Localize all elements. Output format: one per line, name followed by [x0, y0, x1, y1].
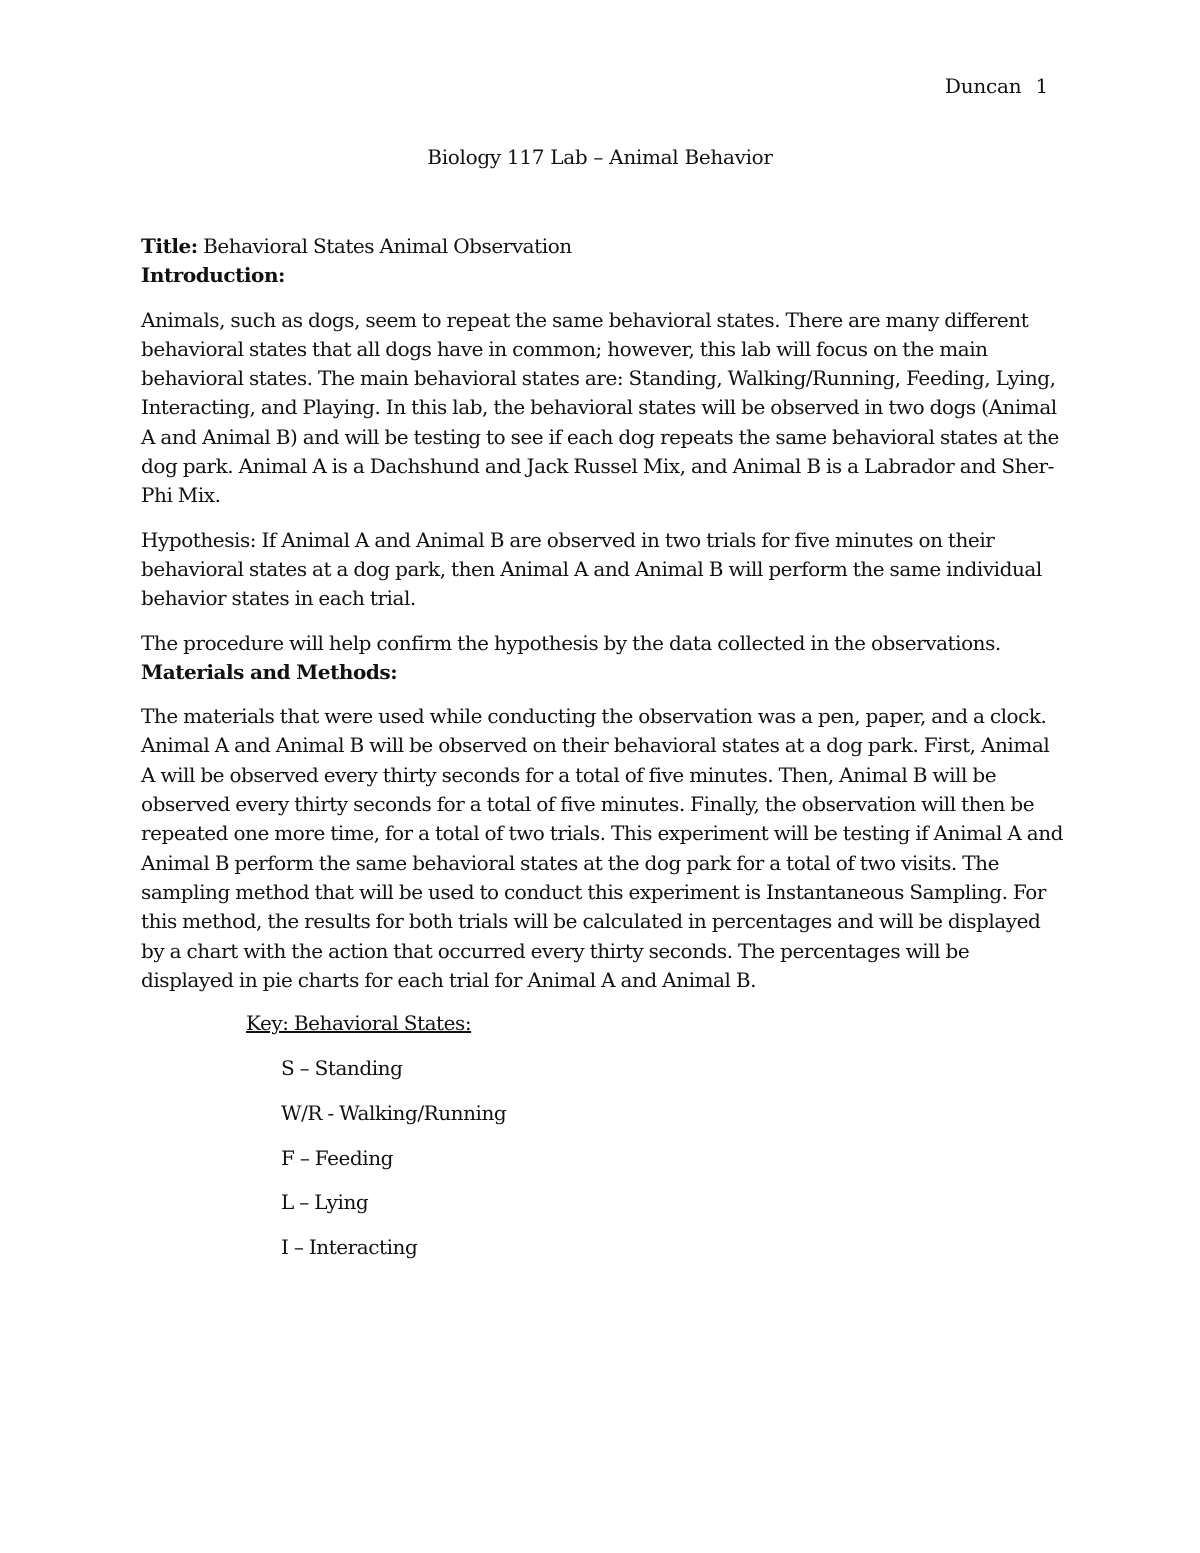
page-header — [945, 74, 1048, 98]
materials-methods-paragraph: The materials that were used while conducting the observation was a pen, paper, and a clock. Animal A and Animal B will be observed on their behavioral states at a dog park. First, Animal A will be observed every thirty seconds for a total of five minutes. Then, Animal B will be observed every thirty seconds for a total of five minutes. Finally, the observation will then be repeated one more time, for a total of two trials. This experiment will be testing if Animal A and Animal B perform the same behavioral states at the dog park for a total of two visits. The sampling method that will be used to conduct this experiment is Instantaneous Sampling. For this method, the results for both trials will be calculated in percentages and will be displayed by a chart with the action that occurred every thirty seconds. The percentages will be displayed in pie charts for each trial for Animal A and Animal B. — [141, 704, 1064, 992]
key-list — [246, 1054, 1066, 1262]
materials-methods-heading: Materials and Methods: — [141, 659, 398, 684]
key-item-standing: S – Standing — [281, 1055, 403, 1080]
behavior-key — [246, 1009, 1066, 1262]
title-text: Behavioral States Animal Observation — [197, 234, 572, 258]
key-title: Key: Behavioral States: — [246, 1011, 472, 1036]
title-label: Title: — [141, 234, 198, 258]
introduction-heading: Introduction: — [141, 263, 285, 288]
key-item-walking-running: W/R - Walking/Running — [281, 1100, 507, 1125]
course-title: Biology 117 Lab – Animal Behavior — [427, 145, 773, 169]
hypothesis-paragraph: Hypothesis: If Animal A and Animal B are observed in two trials for five minutes on their behavioral states at a dog park, then Animal A and Animal B will perform the same individual behavior states in each trial. — [141, 527, 1042, 611]
key-item-interacting: I – Interacting — [281, 1235, 418, 1260]
procedure-paragraph: The procedure will help confirm the hypothesis by the data collected in the observations. — [141, 630, 1001, 655]
header-page-number: 1 — [1035, 74, 1048, 98]
introduction-paragraph: Animals, such as dogs, seem to repeat the same behavioral states. There are many different behavioral states that all dogs have in common; however, this lab will focus on the main behavioral states. The main behavioral states are: Standing, Walking/Running, Feeding, Lying, Interacting, and Playing. In this lab, the behavioral states will be observed in two dogs (Animal A and Animal B) and will be testing to see if each dog repeats the same behavioral states at the dog park. Animal A is a Dachshund and Jack Russel Mix, and Animal B is a Labrador and Sher-Phi Mix. — [141, 307, 1059, 508]
header-author: Duncan — [944, 74, 1022, 98]
document-body — [141, 232, 1066, 1262]
document-title — [141, 232, 1066, 261]
key-item-lying: L – Lying — [281, 1190, 369, 1215]
key-item-feeding: F – Feeding — [281, 1145, 393, 1170]
